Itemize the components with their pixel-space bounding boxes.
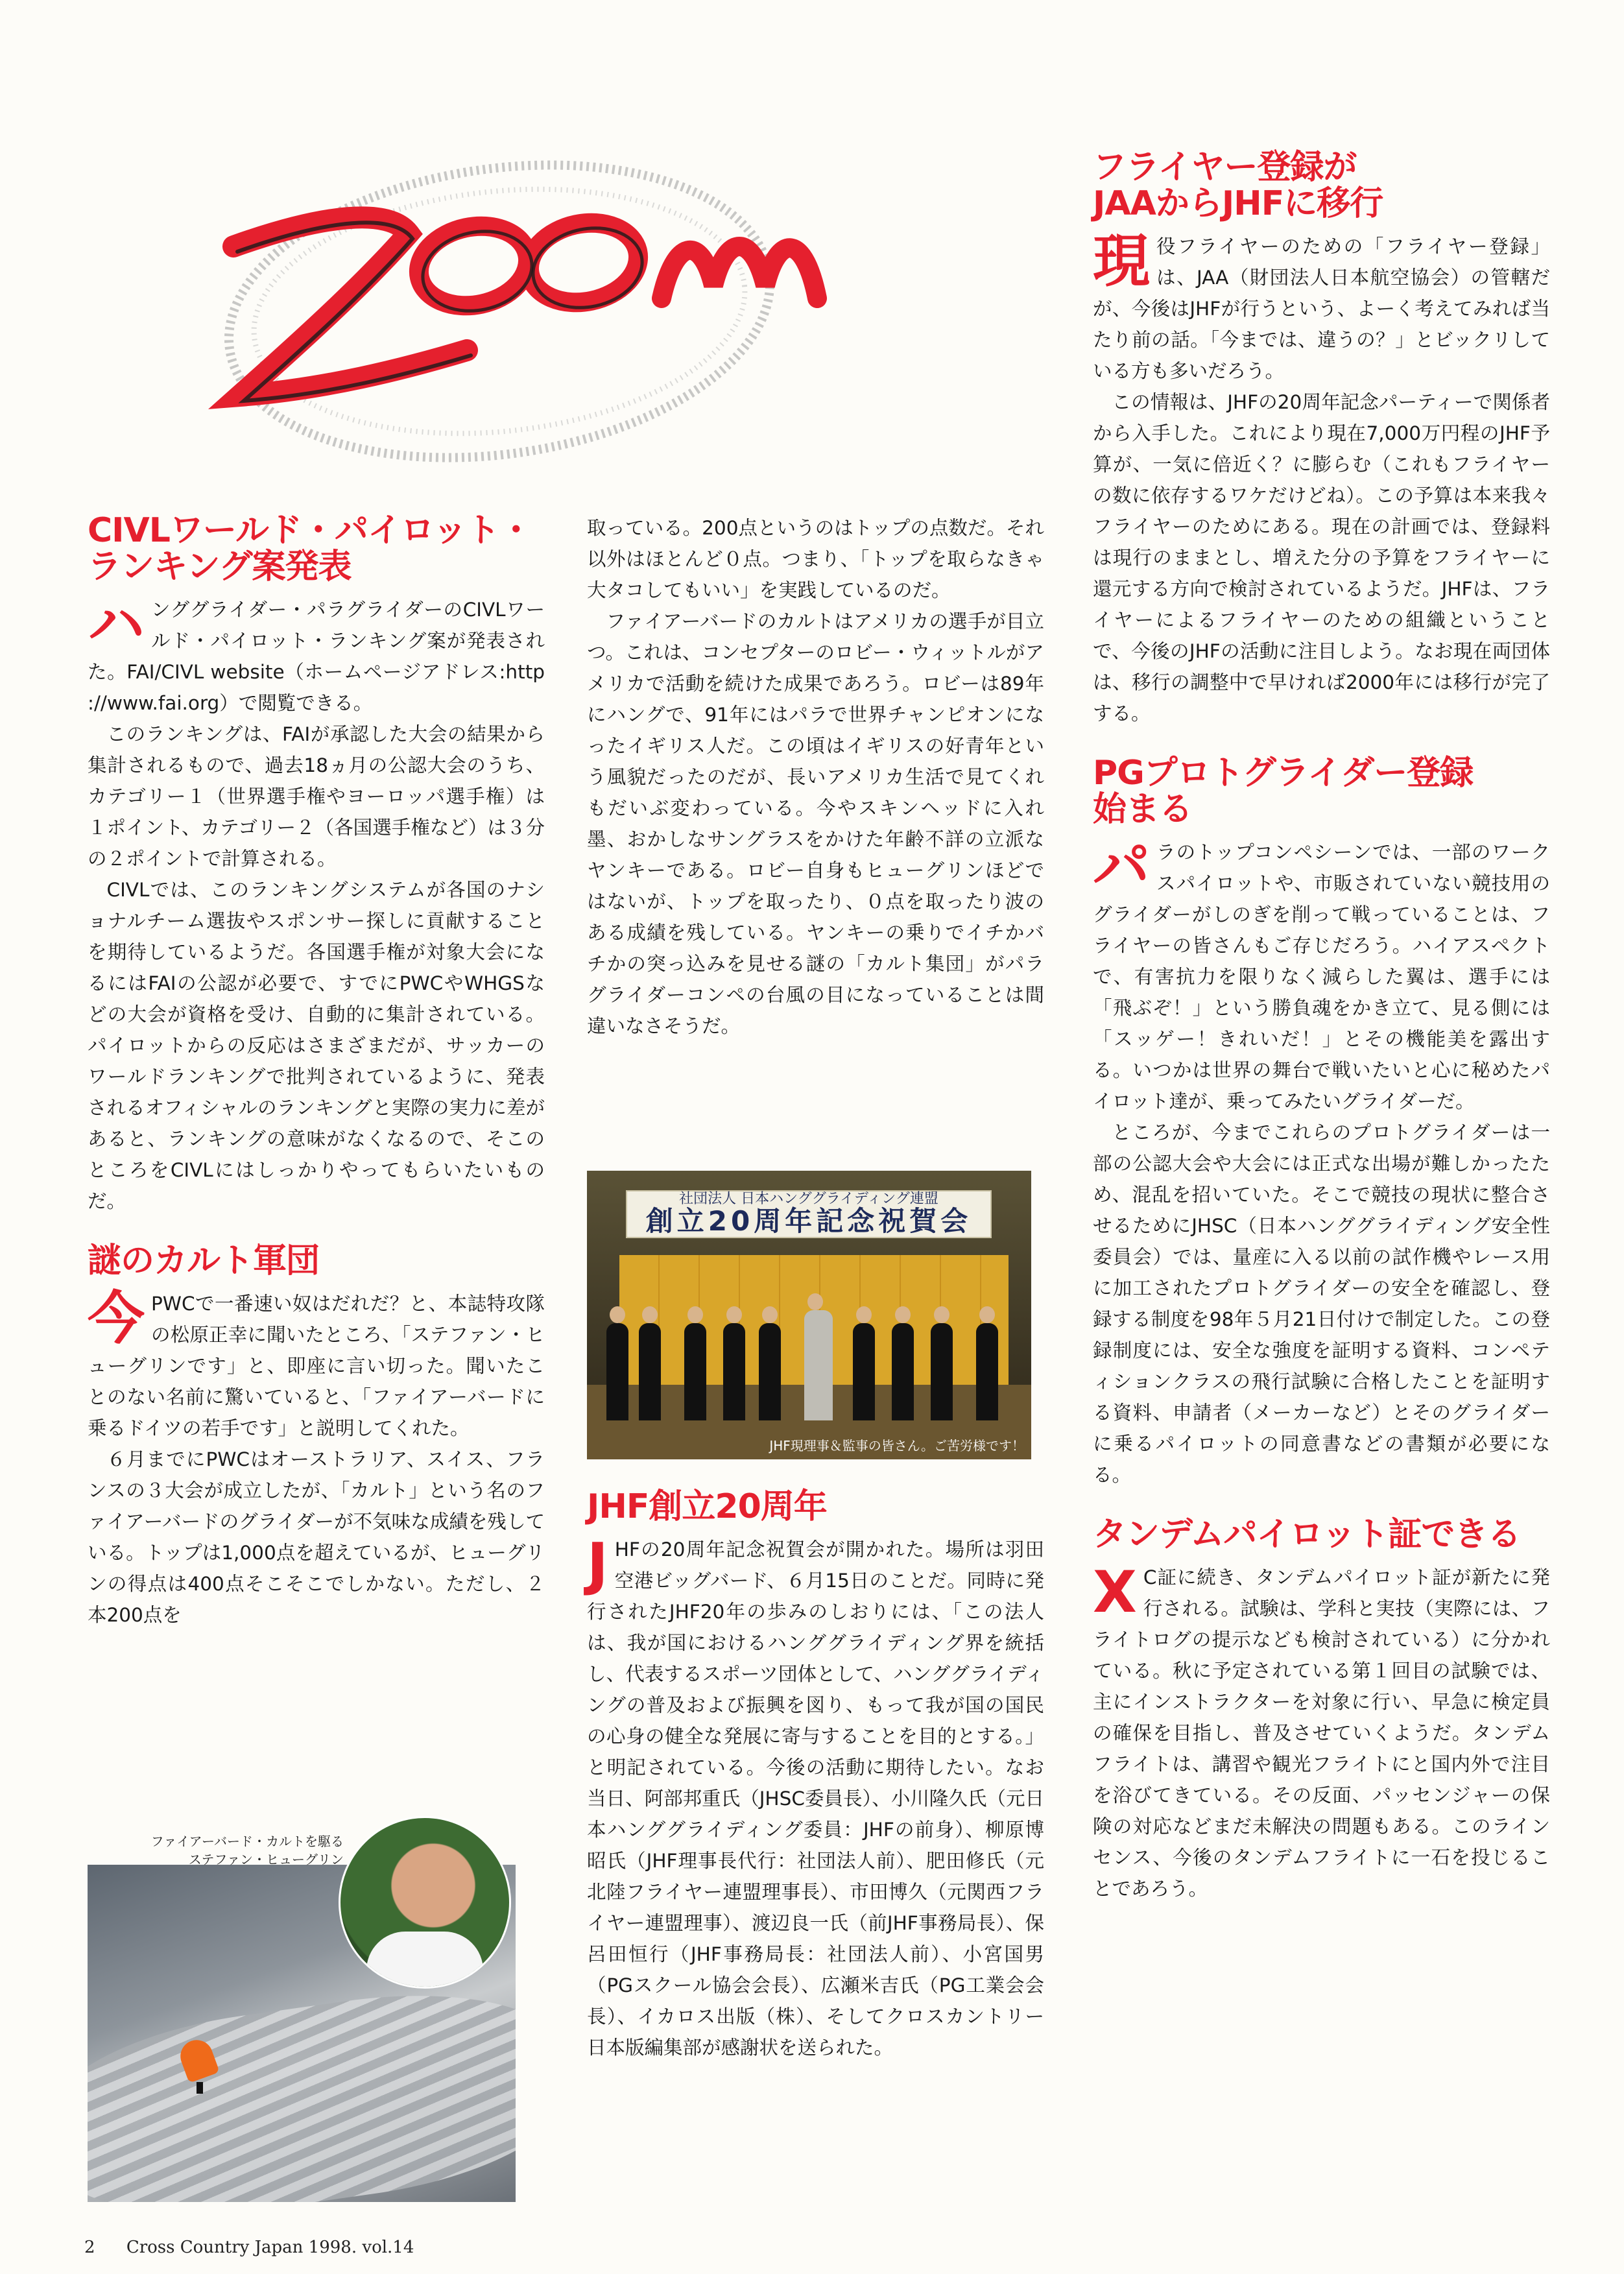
cult-dropcap: 今 <box>88 1285 145 1352</box>
cult-paragraph-2: ６月までにPWCはオーストラリア、スイス、フランスの３大会が成立したが、「カルト」という名のファイアーバードのグライダーが不気味な成績を残している。トップは1,000点を超えているが、ヒューグリンの得点は400点そこそこでしかない。ただし、２本200点を <box>88 1448 545 1626</box>
magazine-name: Cross Country Japan 1998. vol.14 <box>126 2238 414 2257</box>
page-number: 2 <box>84 2238 95 2257</box>
column-right <box>1093 149 1550 1930</box>
civl-title: CIVLワールド・パイロット・ ランキング案発表 <box>88 511 532 586</box>
cult-paragraph-4: ファイアーバードのカルトはアメリカの選手が目立つ。これは、コンセプターのロビー・ウィットルがアメリカで活動を続けた成果であろう。ロビーは89年にハングで、91年にはパラで世界チャンピオンになったイギリス人だ。この頃はイギリスの好青年という風貌だったのだが、長いアメリカ生活で見てくれもだいぶ変わっている。今やスキンヘッドに入れ墨、おかしなサングラスをかけた年齢不詳の立派なヤンキーである。ロビー自身もヒューグリンほどではないが、トップを取ったり、０点を取ったり波のある成績を残している。ヤンキーの乗りでイチかバチかの突っ込みを見せる謎の「カルト集団」がパラグライダーコンペの台風の目になっていることは間違いなさそうだ。 <box>587 610 1044 1037</box>
glacier <box>88 1972 516 2202</box>
civl-paragraph-3: CIVLでは、このランキングシステムが各国のナショナルチーム選抜やスポンサー探しに貢献することを期待しているようだ。各国選手権が対象大会になるにはFAIの公認が必要で、すでにPWCやWHGSなどの大会が資格を受け、自動的に集計されている。パイロットからの反応はさまざまだが、サッカーのワールドランキングで批判されているように、発表されるオフィシャルのランキングと実際の実力に差があると、ランキングの意味がなくなるので、そこのところをCIVLにはしっかりやってもらいたいものだ。 <box>88 879 545 1212</box>
flyer-paragraph-2: この情報は、JHFの20周年記念パーティーで関係者から入手した。これにより現在7,000万円程のJHF予算が、一気に倍近く？に膨らむ（これもフライヤーの数に依存するワケだけどね）。この予算は本来我々フライヤーのためにある。現在の計画では、登録料は現行のままとし、増えた分の予算をフライヤーに還元する方向で検討されているようだ。JHFは、フライヤーによるフライヤーのための組織ということで、今後のJHFの活動に注目しよう。なお現在両団体は、移行の調整中で早ければ2000年には移行が完了する。 <box>1093 391 1550 724</box>
page-footer <box>84 2238 414 2257</box>
civl-paragraph-2: このランキングは、FAIが承認した大会の結果から集計されるもので、過去18ヵ月の公認大会のうち、カテゴリー１（世界選手権やヨーロッパ選手権）は１ポイント、カテゴリー２（各国選手権など）は３分の２ポイントで計算される。 <box>88 723 545 870</box>
portrait-caption: ファイアーバード・カルトを駆る ステファン・ヒューグリン <box>150 1834 344 1867</box>
jhf-party-photo <box>587 1171 1031 1459</box>
banner-big-text: 創立20周年記念祝賀会 <box>645 1205 972 1237</box>
column-left <box>88 512 545 1657</box>
jhf20-dropcap: J <box>587 1531 608 1598</box>
party-photo-caption: JHF現理事＆監事の皆さん。ご苦労様です！ <box>769 1438 1025 1454</box>
cult-paragraph-3: 取っている。200点というのはトップの点数だ。それ以外はほとんど０点。つまり、「トップを取らなきゃ大タコしてもいい」を実践しているのだ。 <box>587 517 1044 601</box>
proto-paragraph-1: パラのトップコンペシーンでは、一部のワークスパイロットや、市販されていない競技用のグライダーがしのぎを削って戦っていることは、フライヤーの皆さんもご存じだろう。ハイアスペクトで、有害抗力を限りなく減らした翼は、選手には「飛ぶぞ！」という勝負魂をかき立て、見る側には「スッゲー！きれいだ！」とその機能美を露出する。いつかは世界の舞台で戦いたいと心に秘めたパイロット達が、乗ってみたいグライダーだ。 <box>1093 833 1550 1112</box>
jhf20-article <box>587 1489 1044 2063</box>
flyer-paragraph-1: 現役フライヤーのための「フライヤー登録」は、JAA（財団法人日本航空協会）の管轄だが、今後はJHFが行うという、よーく考えてみれば当たり前の話。「今までは、違うの？」とビックリしている方も多いだろう。 <box>1093 228 1550 382</box>
civl-dropcap: ハ <box>88 591 145 658</box>
flyer-title: フライヤー登録が JAAからJHFに移行 <box>1093 148 1383 223</box>
proto-title: PGプロトグライダー登録 始まる <box>1093 754 1474 829</box>
jhf20-title: JHF創立20周年 <box>587 1487 827 1526</box>
banner-small-text: 社団法人 日本ハンググライディング連盟 <box>679 1191 938 1207</box>
cult-article <box>88 1243 545 1631</box>
column-middle <box>587 512 1044 1042</box>
tandem-title: タンデムパイロット証できる <box>1093 1515 1521 1554</box>
civl-paragraph-1: ハンググライダー・パラグライダーのCIVLワールド・パイロット・ランキング案が発表された。FAI/CIVL website（ホームページアドレス:http ://www.fai.org）で閲覧できる。 <box>88 591 545 714</box>
cult-title: 謎のカルト軍団 <box>88 1241 320 1280</box>
tandem-paragraph: XC証に続き、タンデムパイロット証が新たに発行される。試験は、学科と実技（実際には、フライトログの提示なども検討されている）に分かれている。秋に予定されている第１回目の試験では、主にインストラクターを対象に行い、早急に検定員の確保を目指し、普及させていくようだ。タンデムフライトは、講習や観光フライトにと国内外で注目を浴びてきている。その反面、パッセンジャーの保険の対応などまだ未解決の問題もある。このラインセンス、今後のタンデムフライトに一石を投じることであろう。 <box>1093 1559 1550 1900</box>
zoom-logo-text: ZOOM <box>195 136 197 137</box>
portrait-shirt <box>366 1932 483 1989</box>
civl-article <box>88 512 545 1217</box>
proto-dropcap: パ <box>1093 833 1151 900</box>
proto-article <box>1093 755 1550 1490</box>
paraglider-pilot <box>197 2082 203 2094</box>
party-banner <box>626 1190 992 1238</box>
tandem-dropcap: X <box>1093 1559 1137 1625</box>
tandem-article <box>1093 1516 1550 1904</box>
cult-paragraph-1: 今PWCで一番速い奴はだれだ？と、本誌特攻隊の松原正幸に聞いたところ、「ステファン・ヒューグリンです」と、即座に言い切った。聞いたことのない名前に驚いていると、「ファイアーバードに乗るドイツの若手です」と説明してくれた。 <box>88 1285 545 1439</box>
jhf20-paragraph: JHFの20周年記念祝賀会が開かれた。場所は羽田空港ビッグバード、６月15日のことだ。同時に発行されたJHF20年の歩みのしおりには、「この法人は、我が国におけるハンググライディング界を統括し、代表するスポーツ団体として、ハンググライディングの普及および振興を図り、もって我が国の国民の心身の健全な発展に寄与することを目的とする。」と明記されている。今後の活動に期待したい。なお当日、阿部邦重氏（JHSC委員長）、小川隆久氏（元日本ハンググライディング委員：JHFの前身）、柳原博昭氏（JHF理事長代行：社団法人前）、肥田修氏（元北陸フライヤー連盟理事長）、市田博久（元関西フライヤー連盟理事）、渡辺良一氏（前JHF事務局長）、保呂田恒行（JHF事務局長：社団法人前）、小宮国男（PGスクール協会会長）、広瀬米吉氏（PG工業会会長）、イカロス出版（株）、そしてクロスカントリー日本版編集部が感謝状を送られた。 <box>587 1531 1044 2059</box>
pilot-portrait <box>339 1816 511 1989</box>
zoom-logo <box>195 136 960 499</box>
flyer-dropcap: 現 <box>1093 228 1151 294</box>
flyer-article <box>1093 149 1550 729</box>
proto-paragraph-2: ところが、今までこれらのプロトグライダーは一部の公認大会や大会には正式な出場が難しかったため、混乱を招いていた。そこで競技の現状に整合させるためにJHSC（日本ハンググライディング安全性委員会）では、量産に入る以前の試作機やレース用に加工されたプロトグライダーの安全を確認し、登録する制度を98年５月21日付けで制定した。この登録制度には、安全な強度を証明する資料、コンペティションクラスの飛行試験に合格したことを証明する資料、申請者（メーカーなど）とそのグライダーに乗るパイロットの同意書などの書類が必要になる。 <box>1093 1121 1550 1486</box>
